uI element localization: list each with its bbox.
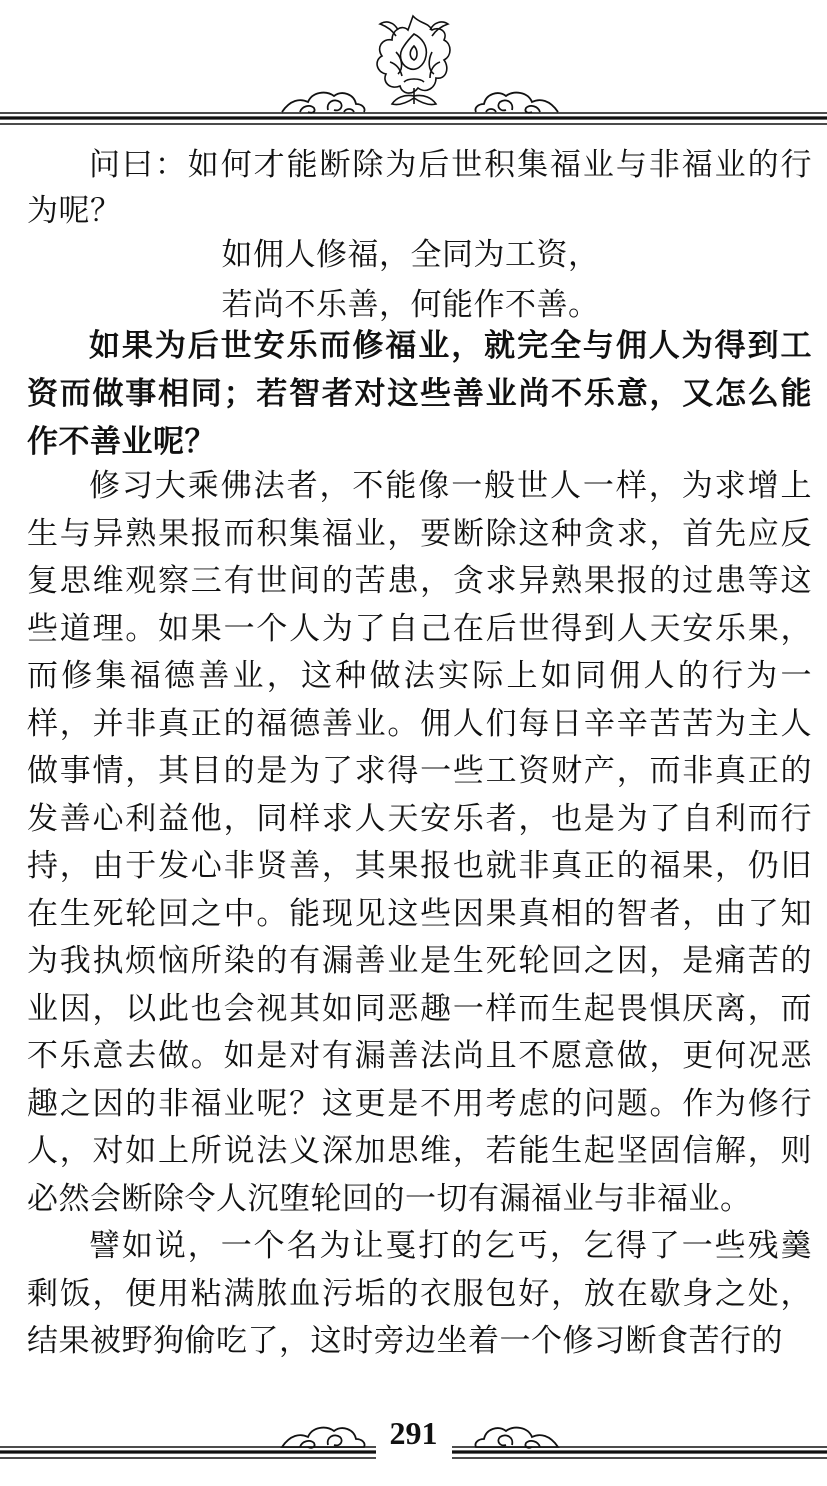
body-paragraph-1: 修习大乘佛法者，不能像一般世人一样，为求增上生与异熟果报而积集福业，要断除这种贪求，首先应反复思维观察三有世间的苦患，贪求异熟果报的过患等这些道理。如果一个人为了自己在后世得到人天安乐果，而修集福德善业，这种做法实际上如同佣人的行为一样，并非真正的福德善业。佣人们每日辛辛苦苦为主人做事情，其目的是为了求得一些工资财产，而非真正的发善心利益他，同样求人天安乐者，也是为了自利而行持，由于发心非贤善，其果报也就非真正的福果，仍旧在生死轮回之中。能现见这些因果真相的智者，由了知为我执烦恼所染的有漏善业是生死轮回之因，是痛苦的业因，以此也会视其如同恶趣一样而生起畏惧厌离，而不乐意去做。如是对有漏善法尚且不愿意做，更何况恶趣之因的非福业呢？这更是不用考虑的问题。作为修行人，对如上所说法义深加思维，若能生起坚固信解，则必然会断除令人沉堕轮回的一切有漏福业与非福业。 <box>27 468 812 1217</box>
page-number: 291 <box>389 1415 438 1451</box>
root-verse <box>0 230 827 330</box>
peony-flower-icon <box>377 16 450 105</box>
header-rule <box>0 113 827 124</box>
verse-line-2: 若尚不乐善，何能作不善。 <box>221 287 600 323</box>
explanation-body <box>27 463 812 1366</box>
commentary-paragraph <box>27 322 812 466</box>
verse-line-1: 如佣人修福，全同为工资， <box>221 237 600 273</box>
header-ornament <box>0 12 827 127</box>
cloud-scroll-left-icon <box>282 93 365 113</box>
question-paragraph <box>27 142 812 234</box>
commentary-text: 如果为后世安乐而修福业，就完全与佣人为得到工资而做事相同；若智者对这些善业尚不乐意，又怎么能作不善业呢？ <box>27 328 812 460</box>
cloud-scroll-right-icon <box>475 93 558 113</box>
question-text: 问曰：如何才能断除为后世积集福业与非福业的行为呢？ <box>27 147 812 229</box>
body-paragraph-2: 譬如说，一个名为让戛打的乞丐，乞得了一些残羹剩饭，便用粘满脓血污垢的衣服包好，放在歇身之处，结果被野狗偷吃了，这时旁边坐着一个修习断食苦行的 <box>27 1228 812 1359</box>
